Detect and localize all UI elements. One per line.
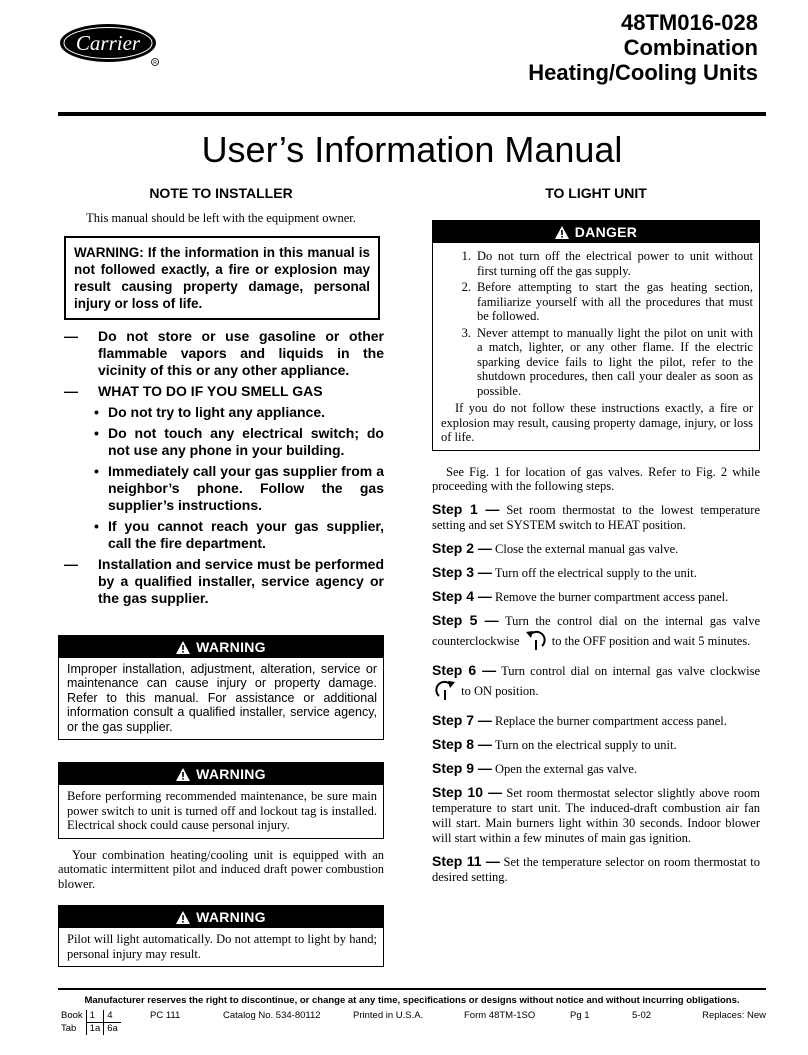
- warning-text: Pilot will light automatically. Do not attempt to light by hand; personal injury may result.: [67, 932, 377, 961]
- warning-icon: [176, 641, 190, 654]
- step-1: Step 1 — Set room thermostat to the lowest temperature setting and set SYSTEM switch to HEAT position.: [432, 500, 761, 532]
- warning-banner: WARNING: [59, 906, 383, 928]
- step-10: Step 10 — Set room thermostat selector slightly above room temperature to start unit. The induced-draft combustion air fan will start. Main burners light within 30 seconds. Indoor blower will start within a few minutes of main gas ignition.: [432, 783, 760, 845]
- step-5: Step 5 — Turn the control dial on the internal gas valve counterclockwise to the OFF position and wait 5 minutes.: [432, 613, 760, 655]
- date-code: 5-02: [632, 1010, 652, 1021]
- counterclockwise-dial-icon: [523, 629, 549, 655]
- warning-text: Before performing recommended maintenance, be sure main power switch to unit is turned off and lockout tag is installed. Electrical shock could cause personal injury.: [67, 789, 377, 832]
- step-9: Step 9 — Open the external gas valve.: [432, 759, 637, 776]
- header-rule: [58, 112, 766, 116]
- list-item: 1. Do not turn off the electrical power to unit without first turning off the gas supply.: [461, 249, 753, 278]
- warning-icon: [176, 911, 190, 924]
- right-column: [432, 184, 760, 885]
- list-item: 3. Never attempt to manually light the pilot on unit with a match, lighter, or any other flame. If the electric sparking device fails to light the pilot, refer to the shutdown procedures, then call your dealer as soon as possible.: [461, 325, 753, 398]
- danger-list: [433, 243, 759, 450]
- list-item: • Immediately call your gas supplier from a neighbor’s phone. Follow the gas supplier’s instructions.: [94, 462, 384, 513]
- warning-banner: WARNING: [59, 636, 383, 658]
- footer-notice: Manufacturer reserves the right to discontinue, or change at any time, specifications or designs without notice and without incurring obligations.: [84, 995, 740, 1006]
- see-fig-text: See Fig. 1 for location of gas valves. Refer to Fig. 2 while proceeding with the following steps.: [432, 464, 760, 493]
- page-number: Pg 1: [570, 1010, 590, 1021]
- carrier-logo: [58, 22, 168, 64]
- title-line-2: Combination: [623, 35, 758, 60]
- warning-icon: [555, 226, 569, 239]
- warning-banner: WARNING: [59, 763, 383, 785]
- note-to-installer-heading: NOTE TO INSTALLER: [149, 185, 293, 201]
- svg-text:R: R: [153, 60, 157, 66]
- product-title: [528, 10, 758, 85]
- left-column: [58, 184, 384, 967]
- warning-icon: [176, 768, 190, 781]
- danger-banner: DANGER: [433, 221, 759, 243]
- footer-info: [58, 1010, 766, 1038]
- list-item: • If you cannot reach your gas supplier, call the fire department.: [94, 517, 384, 551]
- step-2: Step 2 — Close the external manual gas valve.: [432, 539, 679, 556]
- form-number: Form 48TM-1SO: [464, 1010, 536, 1021]
- warning-text: Improper installation, adjustment, alteration, service or maintenance can cause injury or property damage. Refer to this manual. For assistance or additional information consult a qualified installer, service agency, or the gas supplier.: [67, 661, 377, 734]
- printed-in: Printed in U.S.A.: [353, 1010, 424, 1021]
- list-item: — Do not store or use gasoline or other flammable vapors and liquids in the vicinity of this or any other appliance.: [64, 327, 384, 378]
- title-line-1: 48TM016-028: [621, 10, 758, 35]
- svg-text:Carrier: Carrier: [75, 31, 141, 55]
- to-light-unit-heading: TO LIGHT UNIT: [545, 185, 647, 201]
- list-item: — Installation and service must be performed by a qualified installer, service agency or the gas supplier.: [64, 555, 384, 606]
- step-4: Step 4 — Remove the burner compartment access panel.: [432, 587, 729, 604]
- list-item: 2. Before attempting to start the gas heating section, familiarize yourself with all the procedures that must be followed.: [461, 280, 753, 323]
- intro-text: This manual should be left with the equipment owner.: [86, 211, 356, 225]
- list-item: • Do not touch any electrical switch; do not use any phone in your building.: [94, 424, 384, 458]
- danger-box: [432, 220, 760, 451]
- clockwise-dial-icon: [432, 679, 458, 705]
- step-8: Step 8 — Turn on the electrical supply to unit.: [432, 735, 677, 752]
- manual-title: User’s Information Manual: [201, 129, 623, 170]
- warning-box-3: [58, 905, 384, 967]
- list-item: • Do not try to light any appliance.: [94, 403, 326, 420]
- step-11: Step 11 — Set the temperature selector on room thermostat to desired setting.: [432, 852, 761, 884]
- step-7: Step 7 — Replace the burner compartment access panel.: [432, 711, 727, 728]
- catalog-number: Catalog No. 534-80112: [223, 1010, 321, 1021]
- step-6: Step 6 — Turn control dial on internal gas valve clockwise to ON position.: [432, 663, 760, 705]
- warning-box-1: [58, 635, 384, 741]
- installer-warning-box: WARNING: If the information in this manual is not followed exactly, a fire or explosion may result causing property damage, personal injury or loss of life.: [64, 236, 380, 320]
- equipped-paragraph: Your combination heating/cooling unit is equipped with an automatic intermittent pilot and induced draft power combustion blower.: [58, 847, 384, 891]
- step-3: Step 3 — Turn off the electrical supply to the unit.: [432, 563, 697, 580]
- title-line-3: Heating/Cooling Units: [528, 60, 758, 85]
- pc-code: PC 111: [150, 1010, 181, 1021]
- book-tab-table: Book 1 4 Tab 1a 6a: [58, 1010, 121, 1035]
- warning-box-2: [58, 762, 384, 839]
- danger-closing: If you do not follow these instructions exactly, a fire or explosion may result, causing property damage, injury, or loss of life.: [441, 401, 753, 444]
- list-item: — WHAT TO DO IF YOU SMELL GAS: [64, 382, 323, 399]
- gas-safety-list: [58, 328, 384, 607]
- footer-rule: [58, 988, 766, 990]
- replaces: Replaces: New: [702, 1010, 766, 1021]
